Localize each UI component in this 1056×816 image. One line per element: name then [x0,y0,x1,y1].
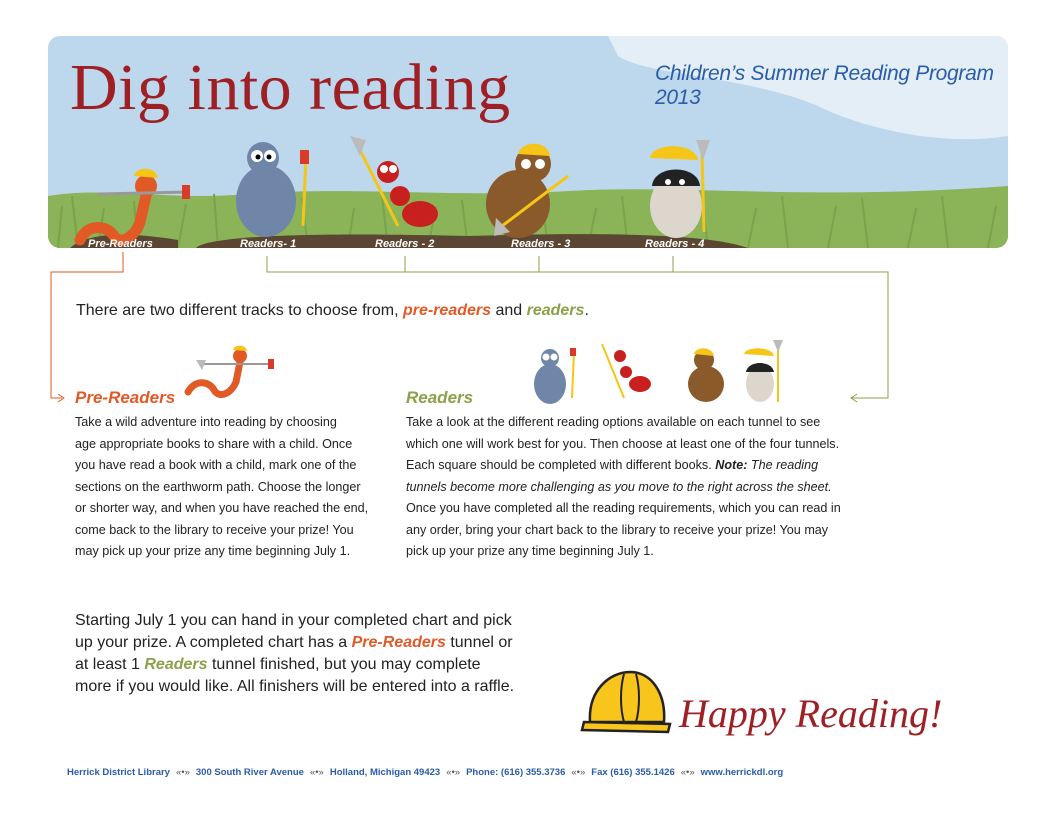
tunnel-label-readers-1: Readers- 1 [240,238,297,248]
tunnel-label-readers-3: Readers - 3 [511,238,571,248]
small-worm-illustration [180,342,280,402]
footer-library-name: Herrick District Library [67,767,170,778]
intro-text: There are two different tracks to choose from, pre-readers and readers. [76,302,589,319]
tunnel-label-readers-4: Readers - 4 [645,238,705,248]
footer-website-link[interactable]: www.herrickdl.org [700,767,784,778]
hard-hat-icon [580,664,672,736]
footer-fax: Fax (616) 355.1426 [591,767,675,778]
happy-reading-text: Happy Reading! [679,691,943,736]
note-label: Note: [715,458,748,472]
tunnel-label-readers-2: Readers - 2 [375,238,435,248]
pre-readers-body: Take a wild adventure into reading by choosing age appropriate books to share with a child. Once you have read a book with a child, mark one of the sections on the earthworm path. Choose the longer or shorter way, and when you have reached the end, come back to the library to receive your prize! You may pick up your prize any time beginning July 1. [75,415,369,558]
footer-city: Holland, Michigan 49423 [329,767,441,778]
footer-contact: Herrick District Library «•» 300 South River Avenue «•» Holland, Michigan 49423 «•» Phone: (616) 355.3736 «•» Fax (616) 355.1426 «•» www.herrickdl.org [67,767,784,778]
pre-readers-heading: Pre-Readers [75,388,176,407]
intro-pre-readers: pre-readers [402,302,492,319]
closing-paragraph: Starting July 1 you can hand in your completed chart and pick up your prize. A completed chart has a Pre-Readers tunnel or at least 1 Readers tunnel finished, but you may complete more if you would like. All finishers will be entered into a raffle. [75,612,515,695]
footer-phone: Phone: (616) 355.3736 [466,767,566,778]
tunnel-label-pre-readers: Pre-Readers [88,238,153,248]
readers-heading: Readers [406,388,474,407]
small-readers-illustration [528,338,788,408]
page-title: Dig into reading [70,51,511,124]
footer-address: 300 South River Avenue [195,767,304,778]
intro-readers: readers [526,302,585,319]
program-subtitle: Children’s Summer Reading Program 2013 [655,62,994,109]
readers-body: Take a look at the different reading options available on each tunnel to see which one will work best for you. Then choose at least one of the four tunnels. Each square should be completed with different books. Note: The reading tunnels become more challenging as you move to the right across the sheet. Once you have completed all the reading requirements, which you can read in any order, bring your chart back to the library to receive your prize! You may pick up your prize any time beginning July 1. [406,415,841,558]
